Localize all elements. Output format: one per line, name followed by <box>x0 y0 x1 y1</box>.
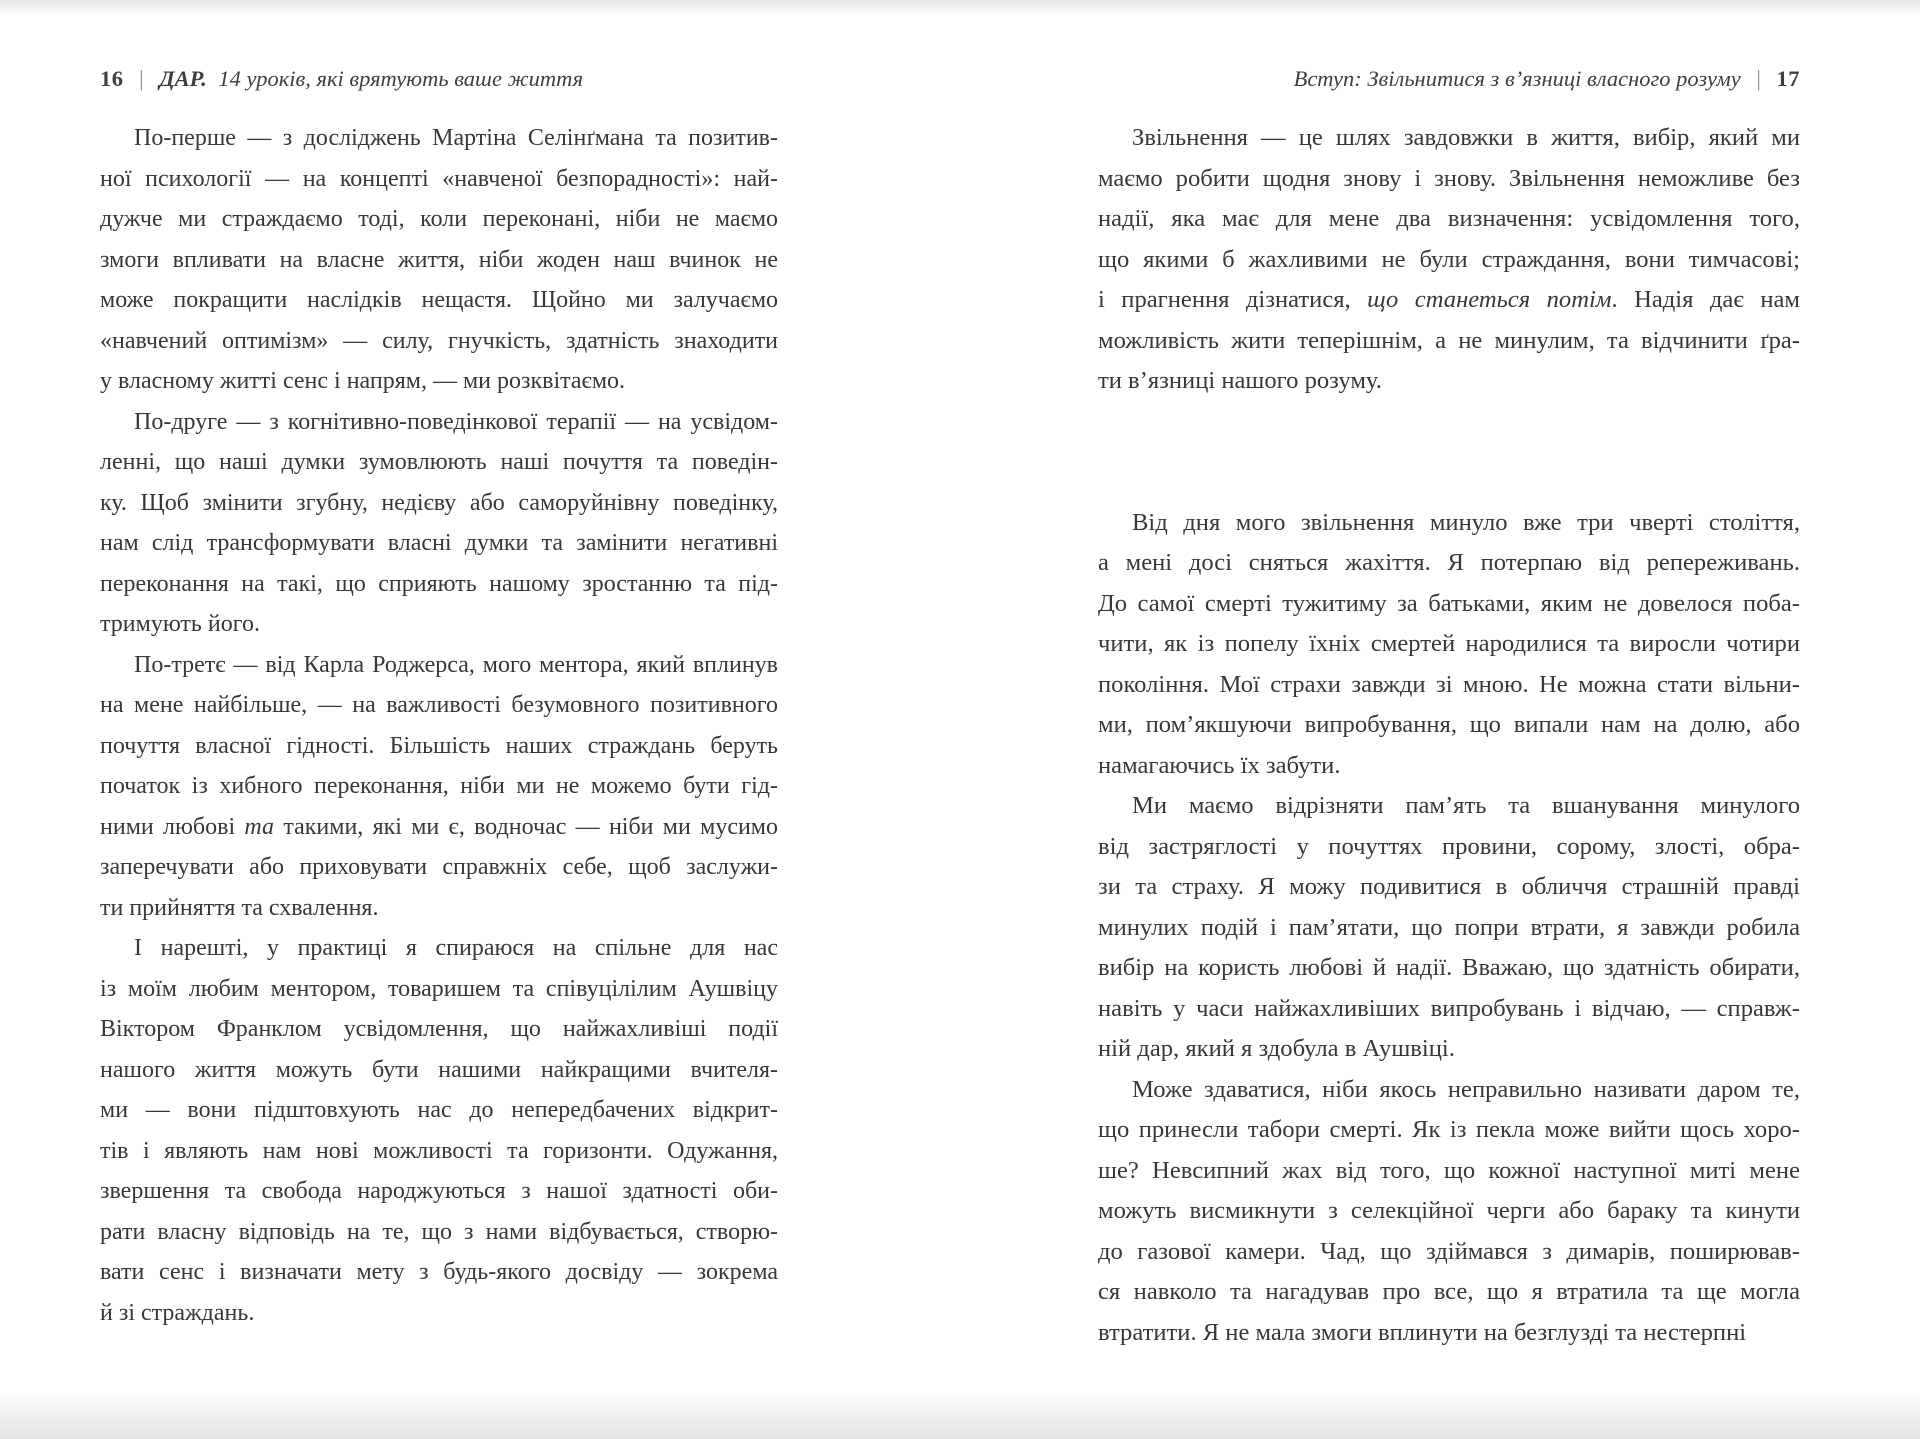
text-line: навіть у часи найжахливіших випробувань і відчаю, — справж- <box>1098 994 1800 1022</box>
text-line: Може здаватися, ніби якось неправильно називати даром те, <box>1132 1075 1800 1103</box>
left-page-text <box>100 118 778 1333</box>
text-line: покоління. Мої страхи завжди зі мною. Не можна стати вільни- <box>1098 670 1800 698</box>
text-line: втратити. Я не мала змоги вплинути на безглузді та нестерпні <box>1098 1318 1747 1346</box>
text-line: чити, як із попелу їхніх смертей народилися та виросли чотири <box>1098 630 1800 657</box>
text-line: намагаючись їх забути. <box>1098 751 1341 779</box>
left-page <box>100 64 778 1333</box>
right-page-text <box>1098 118 1800 1353</box>
paragraph <box>100 928 778 1333</box>
text-line: ми — вони підштовхують нас до непередбачених відкрит- <box>100 1097 778 1123</box>
text-line: що принесли табори смерті. Як із пекла може вийти щось хоро- <box>1098 1116 1800 1143</box>
text-line: минулих подій і пам’ятати, що попри втрати, я завжди робила <box>1098 913 1800 941</box>
text-line: надії, яка має для мене два визначення: усвідомлення того, <box>1098 205 1800 232</box>
text-line: тів і являють нам нові можливості та горизонти. Одужання, <box>100 1137 778 1164</box>
text-line: тримують його. <box>100 611 260 637</box>
text-line: До самої смерті тужитиму за батьками, яким не довелося поба- <box>1098 589 1800 617</box>
right-page <box>1098 64 1800 1353</box>
text-line: ти в’язниці нашого розуму. <box>1098 367 1382 394</box>
right-page-number: 17 <box>1776 66 1800 91</box>
text-line: І нарешті, у практиці я спираюся на спільне для нас <box>134 935 778 961</box>
text-line: може покращити наслідків нещастя. Щойно ми залучаємо <box>100 287 778 313</box>
text-line: По-третє — від Карла Роджерса, мого ментора, який вплинув <box>134 651 778 678</box>
text-line: нашого життя можуть бути нашими найкращими вчителя- <box>100 1056 778 1083</box>
text-line: По-перше — з досліджень Мартіна Селінґмана та позитив- <box>134 125 778 151</box>
text-line: зи та страху. Я можу подивитися в обличчя страшній правді <box>1098 873 1800 900</box>
text-line: ше? Невсипний жах від того, що кожної наступної миті мене <box>1098 1156 1800 1184</box>
text-line: ної психології — на концепті «навченої безпорадності»: най- <box>100 165 778 192</box>
header-separator: | <box>139 66 144 91</box>
text-line: Звільнення — це шлях завдовжки в життя, вибір, який ми <box>1132 124 1800 151</box>
paragraph <box>1098 786 1800 1070</box>
text-line: до газової камери. Чад, що здіймався з димарів, поширював- <box>1098 1237 1800 1265</box>
page-bottom-edge <box>0 1393 1920 1439</box>
text-line: По-друге — з когнітивно-поведінкової терапії — на усвідом- <box>134 408 778 435</box>
text-line: Віктором Франклом усвідомлення, що найжахливіші події <box>100 1016 778 1042</box>
text-line: звершення та свобода народжуються з нашої здатності оби- <box>100 1178 778 1204</box>
text-line: на мене найбільше, — на важливості безумовного позитивного <box>100 692 778 718</box>
page-top-edge <box>0 0 1920 16</box>
text-line: у власному житті сенс і напрям, — ми розквітаємо. <box>100 368 626 394</box>
text-line: вибір на користь любові й надії. Вважаю, що здатність обирати, <box>1098 954 1800 981</box>
book-title: ДАР. <box>159 66 207 91</box>
text-line: Ми маємо відрізняти пам’ять та вшанування минулого <box>1132 792 1800 819</box>
text-line: ленні, що наші думки зумовлюють наші почуття та поведін- <box>100 449 778 475</box>
text-line: і прагнення дізнатися, що станеться потім. Надія дає нам <box>1098 286 1800 313</box>
paragraph <box>1098 503 1800 787</box>
left-running-head <box>100 64 778 94</box>
text-line: від застряглості у почуттях провини, сорому, злості, обра- <box>1098 832 1800 860</box>
book-subtitle: 14 уроків, які врятують ваше життя <box>218 66 584 91</box>
text-line: ними любові та такими, які ми є, водночас — ніби ми мусимо <box>100 813 778 840</box>
section-break <box>1098 402 1800 503</box>
header-separator: | <box>1756 66 1761 91</box>
paragraph <box>100 118 778 402</box>
text-line: ти прийняття та схвалення. <box>100 894 379 921</box>
text-line: можливість жити теперішнім, а не минулим, та відчинити ґра- <box>1098 326 1800 354</box>
text-line: заперечувати або приховувати справжніх себе, щоб заслужи- <box>100 854 778 880</box>
right-running-head <box>1098 64 1800 94</box>
text-line: початок із хибного переконання, ніби ми не можемо бути гід- <box>100 773 778 799</box>
paragraph <box>100 402 778 645</box>
text-line: що якими б жахливими не були страждання, вони тимчасові; <box>1098 245 1800 273</box>
text-line: із моїм любим ментором, товаришем та співуцілілим Аушвіцу <box>100 975 778 1002</box>
paragraph <box>1098 1070 1800 1354</box>
text-line: ку. Щоб змінити згубну, недієву або саморуйнівну поведінку, <box>100 489 778 516</box>
text-line: ній дар, який я здобула в Аушвіці. <box>1098 1035 1455 1062</box>
text-line: змоги впливати на власне життя, ніби жоден наш вчинок не <box>100 246 778 273</box>
text-line: рати власну відповідь на те, що з нами відбувається, створю- <box>100 1218 778 1245</box>
text-line: «навчений оптимізм» — силу, гнучкість, здатність знаходити <box>100 327 778 354</box>
text-line: Від дня мого звільнення минуло вже три чверті століття, <box>1132 508 1800 536</box>
text-line: вати сенс і визначати мету з будь-якого досвіду — зокрема <box>100 1259 778 1285</box>
text-line: можуть висмикнути з селекційної черги або бараку та кинути <box>1098 1197 1800 1224</box>
text-line: ми, пом’якшуючи випробування, що випали нам на долю, або <box>1098 711 1800 738</box>
text-line: й зі страждань. <box>100 1299 255 1326</box>
text-line: а мені досі сняться жахіття. Я потерпаю від репереживань. <box>1098 549 1800 576</box>
paragraph <box>100 645 778 929</box>
text-line: ся навколо та нагадував про все, що я втратила та ще могла <box>1098 1278 1800 1305</box>
text-line: почуття власної гідності. Більшість наших страждань беруть <box>100 732 778 759</box>
text-line: переконання на такі, що сприяють нашому зростанню та під- <box>100 570 778 597</box>
text-line: нам слід трансформувати власні думки та замінити негативні <box>100 530 778 556</box>
chapter-title: Вступ: Звільнитися з в’язниці власного розуму <box>1293 66 1741 91</box>
paragraph <box>1098 118 1800 402</box>
text-line: маємо робити щодня знову і знову. Звільнення неможливе без <box>1098 164 1800 192</box>
left-page-number: 16 <box>100 66 124 91</box>
text-line: дужче ми страждаємо тоді, коли переконані, ніби не маємо <box>100 206 778 232</box>
